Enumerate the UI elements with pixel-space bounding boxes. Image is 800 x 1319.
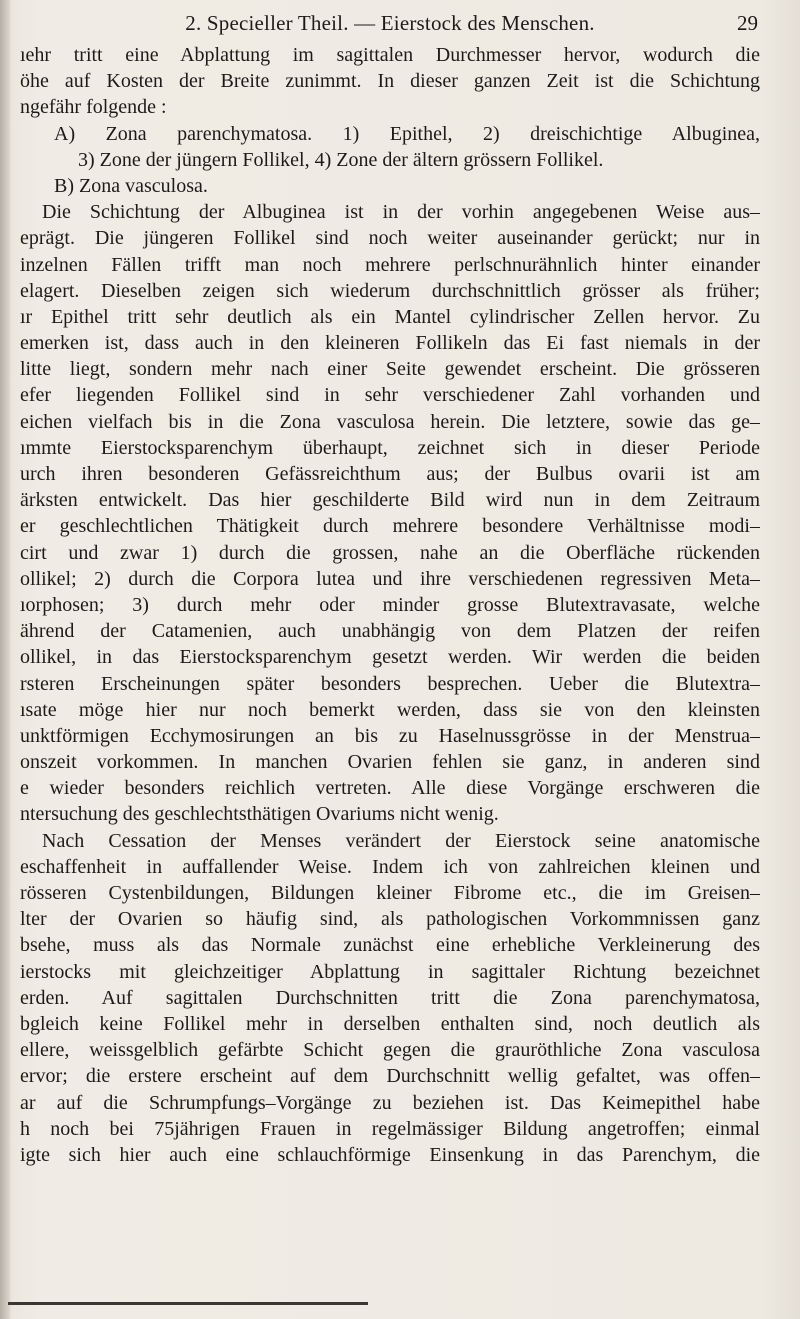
text-line: ıorphosen; 3) durch mehr oder minder grosse Blutextravasate, welche [20, 593, 760, 616]
text-line: Die Schichtung der Albuginea ist in der vorhin angegebenen Weise aus– [42, 201, 760, 224]
text-line: bgleich keine Follikel mehr in derselben enthalten sind, noch deutlich als [20, 1012, 760, 1035]
text-line: efer liegenden Follikel sind in sehr verschiedener Zahl vorhanden und [20, 384, 760, 407]
page-binding-edge [0, 0, 10, 1319]
text-line: ollikel; 2) durch die Corpora lutea und ihre verschiedenen regressiven Meta– [20, 567, 760, 590]
text-line: igte sich hier auch eine schlauchförmige Einsenkung in das Parenchym, die [20, 1143, 760, 1166]
text-line: eichen vielfach bis in die Zona vasculosa herein. Die letztere, sowie das ge– [20, 410, 760, 433]
text-line: A) Zona parenchymatosa. 1) Epithel, 2) dreischichtige Albuginea, [54, 122, 760, 145]
text-line: ierstocks mit gleichzeitiger Abplattung in sagittaler Richtung bezeichnet [20, 960, 760, 983]
text-line: ır Epithel tritt sehr deutlich als ein Mantel cylindrischer Zellen hervor. Zu [20, 305, 760, 328]
page-number: 29 [737, 10, 758, 35]
header-title: 2. Specieller Theil. — Eierstock des Menschen. [185, 10, 595, 35]
text-line: ollikel, in das Eierstocksparenchym gesetzt werden. Wir werden die beiden [20, 646, 760, 669]
text-line: Nach Cessation der Menses verändert der Eierstock seine anatomische [42, 829, 760, 852]
text-line: ngefähr folgende : [20, 96, 167, 119]
text-line: emerken ist, dass auch in den kleineren Follikeln das Ei fast niemals in der [20, 332, 760, 355]
text-line: B) Zona vasculosa. [54, 174, 208, 197]
text-line: cirt und zwar 1) durch die grossen, nahe an die Oberfläche rückenden [20, 541, 760, 564]
text-line: urch ihren besonderen Gefässreichthum aus; der Bulbus ovarii ist am [20, 463, 760, 485]
text-line: 3) Zone der jüngern Follikel, 4) Zone der ältern grössern Follikel. [78, 148, 604, 171]
text-line: erden. Auf sagittalen Durchschnitten tritt die Zona parenchymatosa, [20, 986, 760, 1009]
text-line: ntersuchung des geschlechtsthätigen Ovariums nicht wenig. [20, 803, 499, 826]
text-line: eprägt. Die jüngeren Follikel sind noch weiter auseinander gerückt; nur in [20, 227, 760, 250]
text-line: rösseren Cystenbildungen, Bildungen kleiner Fibrome etc., die im Greisen– [20, 882, 760, 904]
text-line: ıehr tritt eine Abplattung im sagittalen Durchmesser hervor, wodurch die [20, 44, 760, 66]
text-line: inzelnen Fällen trifft man noch mehrere perlschnurähnlich hinter einander [20, 253, 760, 276]
text-line: ımmte Eierstocksparenchym überhaupt, zeichnet sich in dieser Periode [20, 436, 760, 459]
text-line: onszeit vorkommen. In manchen Ovarien fehlen sie ganz, in anderen sind [20, 751, 760, 774]
text-line: öhe auf Kosten der Breite zunimmt. In dieser ganzen Zeit ist die Schichtung [20, 70, 760, 93]
text-line: bsehe, muss als das Normale zunächst eine erhebliche Verkleinerung des [20, 934, 760, 957]
text-line: rsteren Erscheinungen später besonders besprechen. Ueber die Blutextra– [20, 672, 760, 695]
text-line: ärksten entwickelt. Das hier geschilderte Bild wird nun in dem Zeitraum [20, 489, 760, 512]
text-line: lter der Ovarien so häufig sind, als pathologischen Vorkommnissen ganz [20, 908, 760, 931]
text-line: eschaffenheit in auffallender Weise. Indem ich von zahlreichen kleinen und [20, 855, 760, 878]
text-line: ısate möge hier nur noch bemerkt werden, dass sie von den kleinsten [20, 698, 760, 721]
text-line: ellere, weissgelblich gefärbte Schicht gegen die grauröthliche Zona vasculosa [20, 1039, 760, 1062]
text-line: unktförmigen Ecchymosirungen an bis zu Haselnussgrösse in der Menstrua– [20, 724, 760, 747]
text-line: ar auf die Schrumpfungs–Vorgänge zu beziehen ist. Das Keimepithel habe [20, 1091, 760, 1114]
running-header [72, 8, 758, 38]
text-body [20, 42, 760, 1168]
text-line: e wieder besonders reichlich vertreten. Alle diese Vorgänge erschweren die [20, 777, 760, 800]
text-line: er geschlechtlichen Thätigkeit durch mehrere besondere Verhältnisse modi– [20, 515, 760, 538]
text-line: h noch bei 75jährigen Frauen in regelmässiger Bildung angetroffen; einmal [20, 1117, 760, 1140]
bottom-rule [8, 1302, 368, 1305]
text-line: litte liegt, sondern mehr nach einer Seite gewendet erscheint. Die grösseren [20, 358, 760, 381]
text-line: ervor; die erstere erscheint auf dem Durchschnitt wellig gefaltet, was offen– [20, 1065, 760, 1088]
text-line: elagert. Dieselben zeigen sich wiederum durchschnittlich grösser als früher; [20, 279, 760, 302]
text-line: ährend der Catamenien, auch unabhängig von dem Platzen der reifen [20, 620, 760, 643]
